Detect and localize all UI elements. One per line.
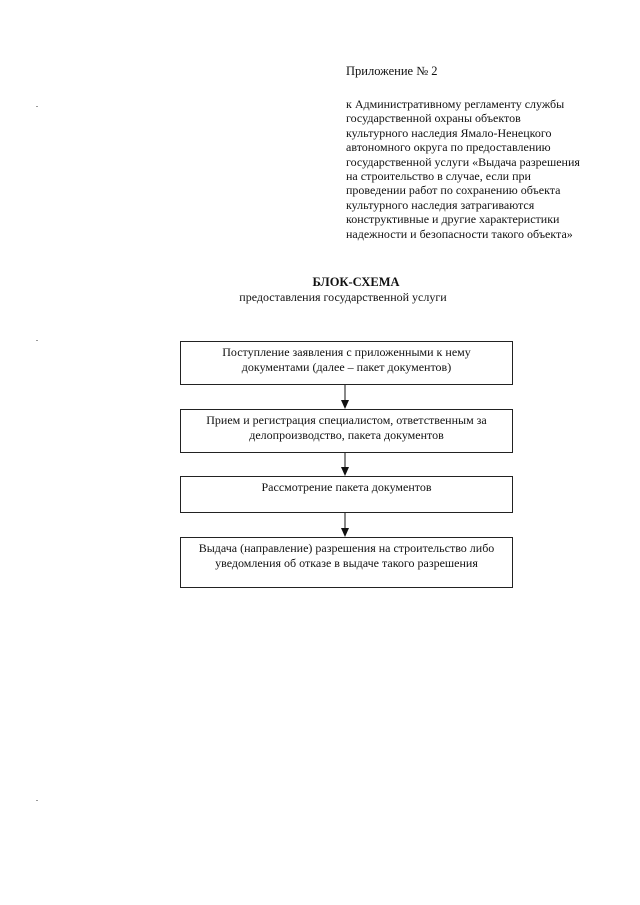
step-text: Рассмотрение пакета документов (261, 480, 432, 494)
scan-speck (36, 106, 38, 107)
appendix-line: культурного наследия затрагиваются (346, 197, 535, 212)
appendix-line: к Административному регламенту службы (346, 97, 565, 111)
arrow-1-to-2 (341, 385, 349, 409)
appendix-line: автономного округа по предоставлению (346, 140, 551, 155)
step-text: Выдача (направление) разрешения на строительство либо (198, 541, 495, 555)
scan-speck (36, 340, 38, 341)
scan-speck (36, 800, 38, 801)
arrow-2-to-3 (341, 453, 349, 476)
step-text: документами (далее – пакет документов) (241, 360, 452, 374)
appendix-title: Приложение № 2 (346, 64, 438, 78)
appendix-line: государственной услуги «Выдача разрешения (346, 154, 580, 169)
appendix-line: надежности и безопасности такого объекта» (346, 226, 573, 241)
appendix-line: культурного наследия Ямало-Ненецкого (346, 125, 552, 140)
flowchart-subtitle: предоставления государственной услуги (239, 290, 447, 304)
appendix-line: проведении работ по сохранению объекта (346, 183, 561, 198)
appendix-line: на строительство в случае, если при (346, 169, 531, 184)
flowchart-title: БЛОК-СХЕМА (312, 275, 400, 289)
appendix-line: конструктивные и другие характеристики (346, 212, 560, 227)
step-text: Прием и регистрация специалистом, ответственным за (206, 413, 487, 427)
step-text: делопроизводство, пакета документов (249, 428, 444, 442)
step-text: уведомления об отказе в выдаче такого разрешения (215, 556, 478, 570)
arrow-3-to-4 (341, 513, 349, 537)
step-text: Поступление заявления с приложенными к нему (222, 345, 471, 359)
appendix-line: государственной охраны объектов (346, 111, 521, 126)
